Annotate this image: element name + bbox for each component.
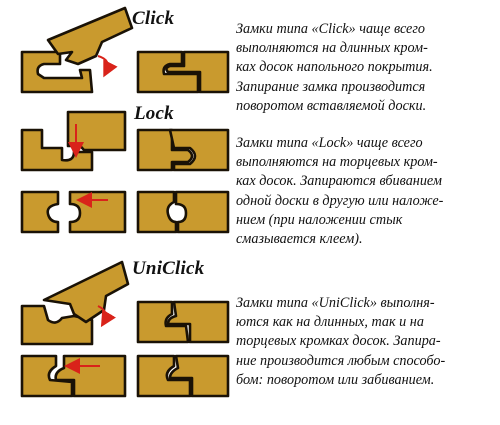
uniclick-board-tilted	[44, 262, 128, 322]
click-rotation-arrow	[98, 56, 108, 72]
lock-slide-right	[70, 192, 125, 232]
lock-title: Lock	[134, 103, 174, 124]
click-before-rotation	[22, 8, 132, 92]
uniclick-description: Замки типа «UniClick» выполня- ются как на длинных, так и на торцевых кромках досок. Запира- ние производится любым способо- бом: поворотом или забиванием.	[236, 295, 446, 388]
lock-tapping-down	[22, 112, 125, 170]
lock-sliding	[22, 192, 125, 232]
lock-joined-right-2	[176, 192, 228, 232]
click-description: Замки типа «Click» чаще всего выполняются на длинных кром- ках досок напольного покрытия. Запирание замка производится поворотом вставляемой доски.	[236, 21, 433, 114]
lock-joined-left-2	[138, 192, 176, 232]
lock-slide-left	[22, 192, 58, 232]
uniclick-title: UniClick	[132, 258, 205, 279]
lock-description: Замки типа «Lock» чаще всего выполняются на торцевых кром- ках досок. Запираются вбиванием одной доски в другую или наложе- нием (при наложении стык смазывается клеем).	[236, 135, 444, 248]
uniclick-locked-top	[138, 302, 228, 342]
lock-locked-bottom	[138, 192, 228, 232]
click-title: Click	[132, 8, 175, 29]
lock-locked-top	[138, 130, 228, 170]
click-locked	[138, 52, 228, 92]
uniclick-rotating	[22, 262, 128, 344]
uniclick-sliding	[22, 356, 125, 396]
uniclick-locked-bottom	[138, 356, 228, 396]
